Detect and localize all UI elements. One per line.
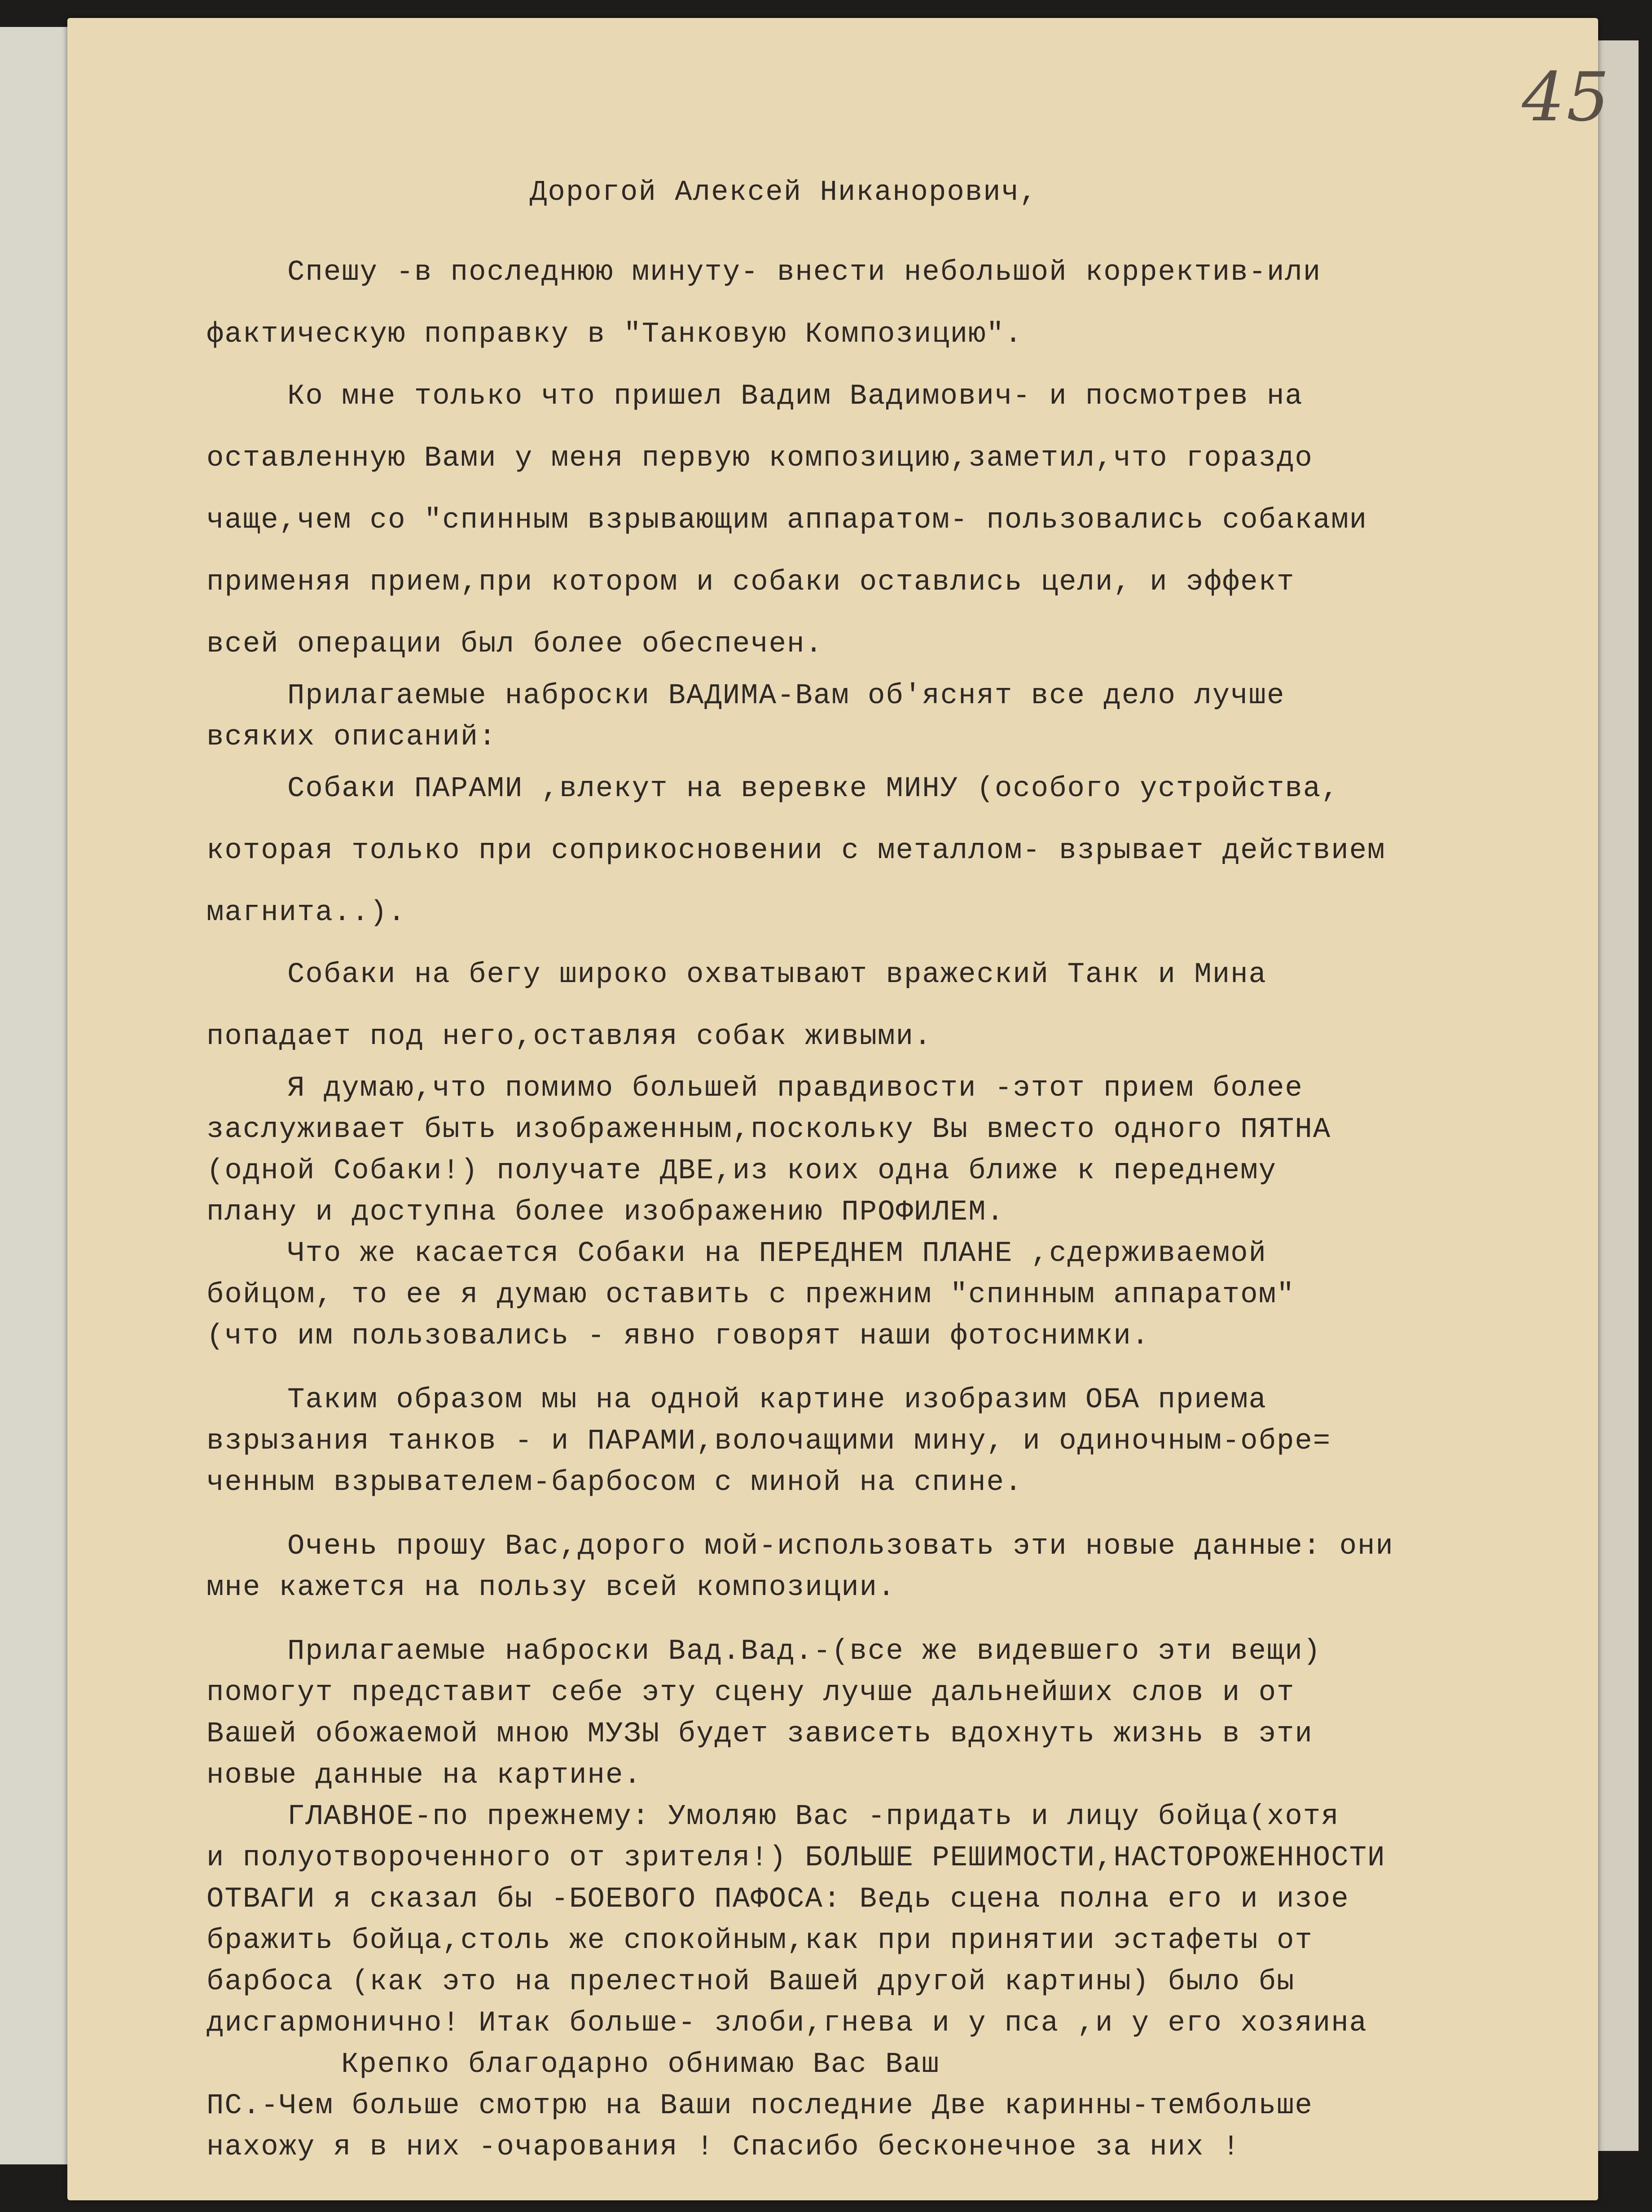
letter-line: Вашей обожаемой мною МУЗЫ будет зависеть вдохнуть жизнь в эти [206,1718,1313,1750]
letter-line: магнита..). [206,897,406,929]
letter-line: фактическую поправку в "Танковую Композицию". [206,318,1023,351]
letter-line: Таким образом мы на одной картине изобразим ОБА приема [287,1384,1267,1416]
letter-line: попадает под него,оставляя собак живыми. [206,1021,932,1053]
letter-line: чаще,чем со "спинным взрывающим аппаратом- пользовались собаками [206,504,1367,537]
letter-line: ГЛАВНОЕ-по прежнему: Умоляю Вас -придать и лицу бойца(хотя [287,1801,1340,1833]
letter-line: дисгармонично! Итак больше- злоби,гнева и у пса ,и у его хозяина [206,2007,1367,2040]
letter-line: (что им пользовались - явно говорят наши фотоснимки. [206,1320,1150,1353]
paragraph-gap [206,1357,1535,1379]
letter-line: Прилагаемые наброски ВАДИМА-Вам об'яснят все дело лучше [287,680,1285,712]
letter-line: помогут представит себе эту сцену лучше дальнейших слов и от [206,1677,1295,1709]
letter-line: применяя прием,при котором и собаки оставлись цели, и эффект [206,566,1295,599]
letter-line: взрызания танков - и ПАРАМИ,волочащими мину, и одиночным-обре= [206,1425,1331,1458]
letter-body [206,162,1535,2168]
letter-line: ченным взрывателем-барбосом с миной на спине. [206,1467,1023,1499]
letter-line: всяких описаний: [206,721,497,753]
letter-line: и полуотвороченного от зрителя!) БОЛЬШЕ РЕШИМОСТИ,НАСТОРОЖЕННОСТИ [206,1842,1386,1874]
letter-line: плану и доступна более изображению ПРОФИЛЕМ. [206,1196,1005,1229]
letter-line: Спешу -в последнюю минуту- внести небольшой корректив-или [287,256,1322,289]
letter-line: барбоса (как это на прелестной Вашей другой картины) было бы [206,1966,1295,1998]
letter-postscript: ПС.-Чем больше смотрю на Ваши последние Две каринны-тембольше [206,2090,1313,2122]
letter-line: Что же касается Собаки на ПЕРЕДНЕМ ПЛАНЕ ,сдерживаемой [287,1238,1267,1270]
letter-line: оставленную Вами у меня первую композицию,заметил,что гораздо [206,442,1313,475]
letter-greeting: Дорогой Алексей Никанорович, [530,176,1038,209]
letter-line: мне кажется на пользу всей композиции. [206,1572,896,1604]
letter-postscript: нахожу я в них -очарования ! Спасибо бесконечное за них ! [206,2131,1241,2164]
letter-line: заслуживает быть изображенным,поскольку Вы вместо одного ПЯТНА [206,1114,1331,1146]
letter-closing: Крепко благодарно обнимаю Вас Ваш [341,2049,940,2081]
letter-line: всей операции был более обеспечен. [206,628,823,661]
letter-line: Собаки ПАРАМИ ,влекут на веревке МИНУ (особого устройства, [287,773,1340,805]
letter-line: Очень прошу Вас,дорого мой-использовать эти новые данные: они [287,1530,1394,1563]
page-number: 45 [1522,58,1611,137]
letter-line: ОТВАГИ я сказал бы -БОЕВОГО ПАФОСА: Ведь сцена полна его и изое [206,1883,1349,1916]
underlying-sheet-right [1598,40,1639,2151]
letter-line: (одной Собаки!) получате ДВЕ,из коих одна ближе к переднему [206,1155,1277,1187]
paragraph-gap [206,1608,1535,1631]
letter-line: которая только при соприкосновении с металлом- взрывает действием [206,835,1386,867]
letter-line: новые данные на картине. [206,1759,642,1792]
paragraph-gap [206,1503,1535,1526]
letter-line: бражить бойца,столь же спокойным,как при принятии эстафеты от [206,1925,1313,1957]
letter-line: Я думаю,что помимо большей правдивости -этот прием более [287,1072,1303,1105]
letter-line: Прилагаемые наброски Вад.Вад.-(все же видевшего эти вещи) [287,1635,1322,1668]
letter-line: Собаки на бегу широко охватывают вражеский Танк и Мина [287,959,1267,991]
letter-line: бойцом, то ее я думаю оставить с прежним "спинным аппаратом" [206,1279,1295,1311]
letter-line: Ко мне только что пришел Вадим Вадимович- и посмотрев на [287,380,1303,413]
